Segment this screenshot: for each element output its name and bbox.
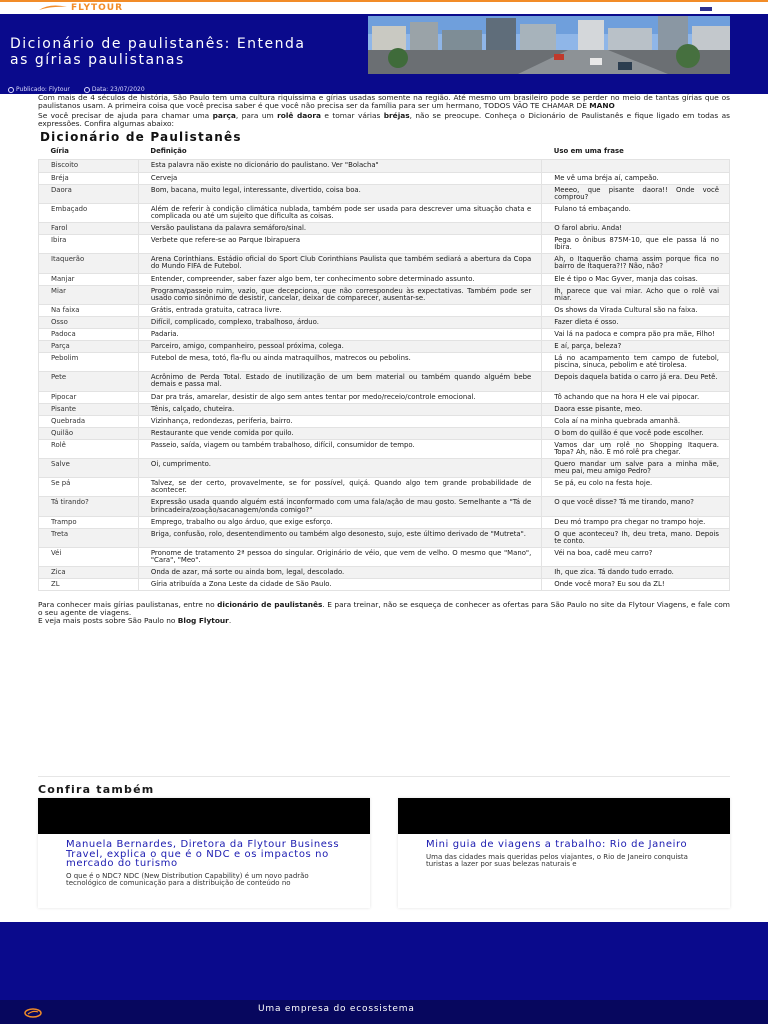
example-cell: Onde você mora? Eu sou da ZL! (542, 579, 730, 591)
table-row (39, 285, 730, 304)
table-row (39, 528, 730, 547)
outro-paragraph-2: E veja mais posts sobre São Paulo no Blog Flytour. (38, 615, 232, 625)
table-row (39, 184, 730, 203)
definition-cell: Emprego, trabalho ou algo árduo, que exige esforço. (138, 516, 541, 528)
card-title[interactable]: Manuela Bernardes, Diretora da Flytour Business Travel, explica o que é o NDC e os impactos no mercado do turismo (66, 839, 340, 869)
example-cell: Lá no acampamento tem campo de futebol, piscina, sinuca, pebolim e até tirolesa. (542, 353, 730, 372)
example-cell: Meeeo, que pisante daora!! Onde você comprou? (542, 184, 730, 203)
definition-cell: Verbete que refere-se ao Parque Ibirapuera (138, 235, 541, 254)
table-row (39, 516, 730, 528)
table-row (39, 172, 730, 184)
definition-cell: Padaria. (138, 328, 541, 340)
slang-cell: Salve (39, 459, 139, 478)
table-row (39, 579, 730, 591)
slang-cell: Farol (39, 223, 139, 235)
definition-cell: Onda de azar, má sorte ou ainda bom, legal, descolado. (138, 567, 541, 579)
definition-cell: Parceiro, amigo, companheiro, pessoal próxima, colega. (138, 341, 541, 353)
date-meta: Data: 23/07/2020 (84, 86, 145, 93)
brand-name: FLYTOUR (71, 3, 124, 13)
article-body (38, 94, 730, 624)
section-heading: Dicionário de Paulistanês (40, 130, 242, 145)
definition-cell: Dar pra trás, amarelar, desistir de algo sem antes tentar por medo/receio/controle emocional. (138, 391, 541, 403)
outro-paragraph-1: Para conhecer mais gírias paulistanas, entre no dicionário de paulistanês. E para treinar, não se esqueça de conhecer as ofertas para São Paulo no site da Flytour Viagens, e fale com o seu agente de viagens. (38, 600, 731, 617)
slang-cell: Treta (39, 528, 139, 547)
definition-cell: Bom, bacana, muito legal, interessante, divertido, coisa boa. (138, 184, 541, 203)
related-heading: Confira também (38, 783, 155, 796)
definition-cell: Tênis, calçado, chuteira. (138, 403, 541, 415)
example-cell: Vamos dar um rolê no Shopping Itaquera. Topa? Ah, não. É mó rolê pra chegar. (542, 439, 730, 458)
slang-cell: Trampo (39, 516, 139, 528)
intro-text (38, 94, 730, 127)
definition-cell: Expressão usada quando alguém está inconformado com uma fala/ação de mau gosto. Semelhante a "Tá de brincadeira/zoação/sacanagem/onda comigo?" (138, 497, 541, 516)
table-row (39, 372, 730, 391)
slang-cell: Zica (39, 567, 139, 579)
definition-cell: Versão paulistana da palavra semáforo/sinal. (138, 223, 541, 235)
slang-cell: Miar (39, 285, 139, 304)
example-cell: Ih, parece que vai miar. Acho que o rolê vai miar. (542, 285, 730, 304)
slang-cell: Embaçado (39, 203, 139, 222)
intro-paragraph-1: Com mais de 4 séculos de história, São Paulo tem uma cultura riquíssima e gírias usadas somente na região. Até mesmo um brasileiro pode se perder no meio de tantas gírias que os paulistanos usam. A primeira coisa que você precisa saber é que você não precisa ser da família para ser um hermano, TODOS VÃO TE CHAMAR DE MANO (38, 93, 730, 110)
table-row (39, 567, 730, 579)
flytour-logo[interactable] (38, 3, 123, 13)
table-row (39, 415, 730, 427)
slang-cell: Osso (39, 316, 139, 328)
example-cell: Tô achando que na hora H ele vai pipocar. (542, 391, 730, 403)
table-row (39, 547, 730, 566)
example-cell: O farol abriu. Anda! (542, 223, 730, 235)
plane-swoosh-icon (38, 4, 68, 12)
ecosystem-logo-icon[interactable] (24, 1008, 42, 1018)
definition-cell: Gíria atribuída a Zona Leste da cidade de São Paulo. (138, 579, 541, 591)
example-cell: Vai lá na padoca e compra pão pra mãe, Filho! (542, 328, 730, 340)
table-row (39, 254, 730, 273)
slang-cell: Pete (39, 372, 139, 391)
example-cell: O que aconteceu? Ih, deu treta, mano. Depois te conto. (542, 528, 730, 547)
definition-cell: Esta palavra não existe no dicionário do paulistano. Ver "Bolacha" (138, 160, 541, 172)
card-excerpt: O que é o NDC? NDC (New Distribution Capability) é um novo padrão tecnológico de comunicação para a distribuição de conteúdo no (66, 871, 309, 887)
example-cell: Cola aí na minha quebrada amanhã. (542, 415, 730, 427)
definition-cell: Programa/passeio ruim, vazio, que decepciona, que não correspondeu às expectativas. Também pode ser usado como sinônimo de desistir, cancelar, deixar de comparecer, ausentar-se. (138, 285, 541, 304)
table-row (39, 391, 730, 403)
table-row (39, 304, 730, 316)
table-row (39, 223, 730, 235)
definition-cell: Entender, compreender, saber fazer algo bem, ter conhecimento sobre determinado assunto. (138, 273, 541, 285)
example-cell: Véi na boa, cadê meu carro? (542, 547, 730, 566)
example-cell: Fulano tá embaçando. (542, 203, 730, 222)
related-cards (38, 798, 730, 908)
definition-cell: Difícil, complicado, complexo, trabalhoso, árduo. (138, 316, 541, 328)
example-cell: Ele é tipo o Mac Gyver, manja das coisas. (542, 273, 730, 285)
slang-cell: Pipocar (39, 391, 139, 403)
slang-cell: Manjar (39, 273, 139, 285)
definition-cell: Passeio, saída, viagem ou também trabalhoso, difícil, consumidor de tempo. (138, 439, 541, 458)
table-row (39, 341, 730, 353)
slang-cell: Quilão (39, 427, 139, 439)
page-title: Dicionário de paulistanês: Entenda as gírias paulistanas (10, 36, 306, 68)
related-card-2[interactable] (398, 798, 730, 908)
hamburger-menu-icon[interactable] (700, 7, 712, 11)
definition-cell: Briga, confusão, rolo, desentendimento ou também algo desonesto, sujo, este último derivado de "Mutreta". (138, 528, 541, 547)
user-icon (8, 87, 14, 93)
slang-cell: Pebolim (39, 353, 139, 372)
example-cell: Ih, que zica. Tá dando tudo errado. (542, 567, 730, 579)
card-thumbnail[interactable] (398, 798, 730, 834)
footer-text: Uma empresa do ecossistema (258, 1004, 415, 1014)
table-row (39, 427, 730, 439)
example-cell: Os shows da Virada Cultural são na faixa. (542, 304, 730, 316)
example-cell: Ah, o Itaquerão chama assim porque fica no bairro de Itaquera?!? Não, não? (542, 254, 730, 273)
header-uso: Uso em uma frase (542, 146, 730, 160)
example-cell: Fazer dieta é osso. (542, 316, 730, 328)
table-row (39, 459, 730, 478)
definition-cell: Talvez, se der certo, provavelmente, se for possível, quiçá. Quando algo tem grande probabilidade de acontecer. (138, 478, 541, 497)
table-row (39, 403, 730, 415)
slang-cell: Padoca (39, 328, 139, 340)
slang-cell: Se pá (39, 478, 139, 497)
definition-cell: Arena Corinthians. Estádio oficial do Sport Club Corinthians Paulista que também sediará a abertura da Copa do Mundo FIFA de Futebol. (138, 254, 541, 273)
example-cell: Deu mó trampo pra chegar no trampo hoje. (542, 516, 730, 528)
slang-cell: Rolê (39, 439, 139, 458)
slang-cell: Bréja (39, 172, 139, 184)
slang-dictionary-table (38, 146, 730, 591)
table-row (39, 316, 730, 328)
table-row (39, 328, 730, 340)
slang-cell: Na faixa (39, 304, 139, 316)
outro-text (38, 601, 730, 624)
card-excerpt: Uma das cidades mais queridas pelos viajantes, o Rio de Janeiro conquista turistas a lazer por suas belezas naturais e (426, 852, 688, 868)
top-navbar (0, 0, 768, 14)
example-cell: Daora esse pisante, meo. (542, 403, 730, 415)
slang-cell: Parça (39, 341, 139, 353)
divider (38, 776, 730, 777)
example-cell: Pega o ônibus 875M-10, que ele passa lá no Ibira. (542, 235, 730, 254)
example-cell: E aí, parça, beleza? (542, 341, 730, 353)
slang-cell: Biscoito (39, 160, 139, 172)
author-meta: Publicado: Flytour (8, 86, 70, 93)
definition-cell: Grátis, entrada gratuita, catraca livre. (138, 304, 541, 316)
definition-cell: Pronome de tratamento 2ª pessoa do singular. Originário de véio, que vem de velho. O mesmo que "Mano", "Cara", "Meo". (138, 547, 541, 566)
card-thumbnail[interactable] (38, 798, 370, 834)
slang-cell: Daora (39, 184, 139, 203)
table-row (39, 439, 730, 458)
definition-cell: Acrônimo de Perda Total. Estado de inutilização de um bem material ou também quando alguém bebe demais e passa mal. (138, 372, 541, 391)
slang-cell: ZL (39, 579, 139, 591)
post-meta (8, 86, 145, 93)
table-body (39, 160, 730, 591)
header-definicao: Definição (138, 146, 541, 160)
table-row (39, 353, 730, 372)
dictionary-link[interactable]: dicionário de paulistanês (217, 600, 323, 610)
definition-cell: Vizinhança, redondezas, periferia, bairro. (138, 415, 541, 427)
header-giria: Gíria (39, 146, 139, 160)
table-row (39, 203, 730, 222)
slang-cell: Ibira (39, 235, 139, 254)
slang-cell: Itaquerão (39, 254, 139, 273)
card-title[interactable]: Mini guia de viagens a trabalho: Rio de Janeiro (426, 839, 688, 850)
definition-cell: Restaurante que vende comida por quilo. (138, 427, 541, 439)
calendar-icon (84, 87, 90, 93)
footer-bar (0, 1000, 768, 1024)
hero-city-photo (368, 16, 730, 74)
table-row (39, 497, 730, 516)
table-row (39, 478, 730, 497)
blog-flytour-link[interactable]: Blog Flytour (177, 615, 229, 625)
example-cell: O que você disse? Tá me tirando, mano? (542, 497, 730, 516)
example-cell: Me vê uma bréja aí, campeão. (542, 172, 730, 184)
example-cell: Depois daquela batida o carro já era. Deu Petê. (542, 372, 730, 391)
definition-cell: Oi, cumprimento. (138, 459, 541, 478)
definition-cell: Além de referir à condição climática nublada, também pode ser usada para descrever uma situação chata e complicada ou até um sujeito que dificulta as coisas. (138, 203, 541, 222)
intro-paragraph-2: Se você precisar de ajuda para chamar uma parça, para um rolê daora e tomar várias bréjas, não se preocupe. Conheça o Dicionário de Paulistanês e fique ligado em todas as expressões. Confira algumas abaixo: (38, 111, 730, 128)
related-card-1[interactable] (38, 798, 370, 908)
related-posts (38, 776, 730, 887)
table-row (39, 235, 730, 254)
table-header-row (39, 146, 730, 160)
slang-cell: Tá tirando? (39, 497, 139, 516)
hero-banner (0, 14, 768, 94)
example-cell: Se pá, eu colo na festa hoje. (542, 478, 730, 497)
definition-cell: Cerveja (138, 172, 541, 184)
table-row (39, 160, 730, 172)
example-cell: O bom do quilão é que você pode escolher. (542, 427, 730, 439)
slang-cell: Pisante (39, 403, 139, 415)
slang-cell: Véi (39, 547, 139, 566)
example-cell (542, 160, 730, 172)
table-row (39, 273, 730, 285)
definition-cell: Futebol de mesa, totó, fla-flu ou ainda matraquilhos, matrecos ou pebolins. (138, 353, 541, 372)
slang-cell: Quebrada (39, 415, 139, 427)
footer-section (0, 922, 768, 1000)
example-cell: Quero mandar um salve para a minha mãe, meu pai, meu amigo Pedro? (542, 459, 730, 478)
